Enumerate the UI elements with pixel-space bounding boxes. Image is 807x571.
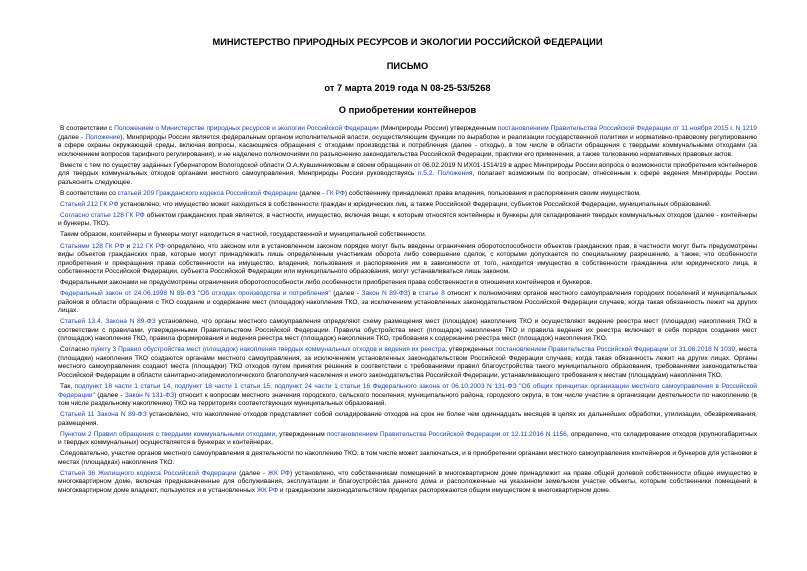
paragraph-text: и гражданским законодательством пределах распоряжаются общим имуществом в многоквартирном доме. [278, 486, 611, 494]
body-paragraph [58, 162, 757, 188]
body-paragraph [58, 431, 757, 448]
legal-reference-link[interactable]: подпункт 18 части 1 статьи 14, подпункт 18 части 1 статьи 15, подпункт 24 части 1 статьи 16 Федерального закона от 06.10.2003 N 131-ФЗ "Об общих принципах организации местного самоуправления в Российской Федерации" [58, 383, 757, 399]
legal-reference-link[interactable]: постановлением Правительства Российской Федерации от 12.11.2016 N 1156 [326, 430, 567, 438]
legal-reference-link[interactable]: ГК РФ [326, 189, 345, 197]
paragraph-text: (Минприроды России) утвержденным [378, 125, 498, 132]
paragraph-text: Федеральными законами не предусмотрены ограничения оборотоспособности либо особенности приобретения права собственности в отношении контейнеров и бункеров. [60, 279, 593, 287]
paragraph-text: относит к полномочиям органов местного самоуправления городских поселений и муниципальных районов в области обращения с ТКО создание и содержание мест (площадок) накопления ТКО, за исключением установленных законодательством Российской Федерации случаев, когда такая обязанность лежит на других лицах. [58, 290, 758, 315]
body-paragraph [58, 212, 757, 229]
paragraph-text: , полагает возможным по вопросам, отнесенным к сфере ведения Минприроды России разъяснить следующее. [58, 170, 757, 186]
paragraph-text: ) в [407, 290, 419, 298]
legal-reference-link[interactable]: Статьей 36 Жилищного кодекса Российской Федерации [60, 469, 237, 477]
legal-reference-link[interactable]: Положением о Министерстве природных ресурсов и экологии Российской Федерации [114, 125, 379, 132]
paragraph-text: , места (площадки) накопления ТКО создаются органами местного самоуправления, за исключением установленных законодательством Российской Федерации случаев, когда такая обязанность лежит на других лицах. Органы местного самоуправления создают места (площадки) ТКО отходов путем принятия решения в соответствии с требованиями правил благоустройства такого муниципального образования, требованиями законодательства Российской Федерации в области санитарно-эпидемиологического благополучия населения и иного законодательства Российской Федерации, устанавливающего требования к местам (площадкам) накопления ТКО. [58, 346, 757, 379]
legal-reference-link[interactable]: Федеральный закон от 24.06.1998 N 89-ФЗ "Об отходах производства и потребления" [60, 290, 331, 298]
paragraph-text: установлено, что накопление отходов представляет собой складирование отходов на срок не более чем одиннадцать месяцев в целях их дальнейших обработки, утилизации, обезвреживания, размещения. [58, 411, 757, 427]
document-type: ПИСЬМО [386, 61, 429, 71]
legal-reference-link[interactable]: Статьями 128 ГК РФ [60, 242, 125, 250]
body-paragraph [58, 190, 757, 199]
body-paragraph [58, 318, 757, 344]
paragraph-text: (далее - [297, 189, 327, 197]
paragraph-text: ), Минприроды России является федеральным органом исполнительной власти, осуществляющим функции по выработке и реализации государственной политики и нормативно-правовому регулированию в сфере охраны окружающей среды, включая вопросы, касающиеся обращения с отходами производства и потребления (далее - отходы), в том числе в области обращения с твердыми коммунальными отходами (за исключением вопросов тарифного регулирования), и не наделено полномочиями по разъяснению законодательства Российской Федерации, практики его применения, а также толкованию нормативных правовых актов. [58, 133, 757, 158]
legal-reference-link[interactable]: статье 8 [418, 290, 445, 298]
legal-reference-link[interactable]: Пунктом 2 Правил обращения с твердыми коммунальными отходами [60, 430, 276, 438]
legal-reference-link[interactable]: Согласно статье 128 ГК РФ [60, 211, 145, 219]
paragraph-text: определено, что законом или в установленном законом порядке могут быть введены ограничения оборотоспособности объектов гражданских прав, в частности могут быть предусмотрены виды объектов гражданских прав, которые могут принадлежать лишь определенным участникам оборота либо совершение сделок, с которыми допускается по специальному разрешению, а также, что особенности приобретения и прекращения права собственности на имущество, владения, пользования и распоряжения им в зависимости от того, находится имущество в собственности гражданина или юридического лица, в собственности Российской Федерации, субъекта Российской Федерации или муниципального образования, могут устанавливаться лишь законом. [58, 242, 757, 276]
legal-reference-link[interactable]: ЖК РФ [267, 469, 290, 477]
body-paragraph [58, 290, 757, 316]
document-body [58, 125, 757, 495]
legal-reference-link[interactable]: постановлением Правительства Российской Федерации от 11 ноября 2015 г. N 1219 [497, 125, 757, 132]
paragraph-text: ) собственнику принадлежат права владения, пользования и распоряжения своим имуществом. [344, 189, 641, 197]
legal-reference-link[interactable]: 212 ГК РФ [132, 242, 165, 250]
paragraph-text: (далее - [58, 133, 86, 141]
legal-reference-link[interactable]: Статьей 11 Закона N 89-ФЗ [60, 411, 147, 419]
paragraph-text: , определено, что складирование отходов (крупногабаритных и твердых коммунальных) осуществляется в бункерах и контейнерах. [58, 430, 758, 447]
body-paragraph [58, 411, 757, 428]
body-paragraph [58, 450, 757, 467]
paragraph-text: Так, [60, 383, 75, 391]
paragraph-text: установлено, что органы местного самоуправления определяют схему размещения мест (площадок) накопления ТКО и осуществляют ведение реестра мест (площадок) накопления ТКО в соответствии с правилами, утвержденными Правительством Российской Федерации. Правила обустройства мест (площадок) накопления ТКО и правила ведения их реестра включают в себя порядок создания мест (площадок) накопления ТКО, правила формирования и ведения реестра мест (площадок) накопления ТКО, требования к содержанию реестра мест (площадок) накопления ТКО. [58, 318, 757, 343]
paragraph-text: ) относит к вопросам местного значения городского, сельского поселения, муниципального района, городского округа, в том числе участие в организации деятельности по накоплению (в том числе раздельному накоплению) ТКО на территориях соответствующих муниципальных образований. [58, 391, 758, 408]
paragraph-text: , утвержденным [275, 430, 327, 438]
legal-reference-link[interactable]: п.5.2. Положения [417, 170, 473, 178]
legal-reference-link[interactable]: Статьей 13.4. Закона N 89-ФЗ [60, 318, 156, 326]
paragraph-text: установлено, что имущество может находиться в собственности граждан и юридических лиц, а также Российской Федерации, субъектов Российской Федерации, муниципальных образований. [118, 200, 712, 208]
body-paragraph [58, 279, 757, 288]
paragraph-text: В соответствии со [60, 189, 118, 197]
body-paragraph [58, 201, 757, 210]
body-paragraph [58, 243, 757, 277]
paragraph-text: Согласно [60, 346, 91, 354]
legal-reference-link[interactable]: Статьей 212 ГК РФ [60, 200, 119, 208]
legal-reference-link[interactable]: статьей 209 Гражданского кодекса Российской Федерации [117, 189, 298, 197]
body-paragraph [58, 470, 757, 496]
document-date-number: от 7 марта 2019 года N 08-25-53/5268 [324, 83, 491, 93]
legal-reference-link[interactable]: пункту 3 Правил обустройства мест (площадок) накопления твердых коммунальных отходов и ведения их реестра [90, 346, 446, 354]
paragraph-text: Вместе с тем по существу заданных Губернатором Вологодской области О.А.Кувшинниковым в своем обращении от 06.02.2019 N ИХ01-1514/19 в адрес Минприроды России вопроса о возможности приобретения контейнеров для твердых коммунальных отходов органами местного самоуправления, Минприроды России руководствуясь [58, 161, 757, 178]
paragraph-text: Таким образом, контейнеры и бункеры могут находиться в частной, государственной и муниципальной собственности. [60, 231, 427, 239]
paragraph-text: (далее - [330, 290, 362, 298]
legal-reference-link[interactable]: ЖК РФ [256, 486, 278, 494]
paragraph-text: (далее - [236, 469, 268, 477]
paragraph-text: В соответствии с [60, 125, 115, 132]
ministry-title: МИНИСТЕРСТВО ПРИРОДНЫХ РЕСУРСОВ И ЭКОЛОГИИ РОССИЙСКОЙ ФЕДЕРАЦИИ [212, 37, 603, 47]
legal-reference-link[interactable]: Закон N 89-ФЗ [361, 290, 408, 298]
body-paragraph [58, 383, 757, 409]
paragraph-text: объектом гражданских прав является, в частности, имущество, включая вещи, к которым относятся контейнеры и бункеры для складирования твердых коммунальных отходов (далее - контейнеры и бункеры, ТКО). [58, 211, 757, 228]
body-paragraph [58, 231, 757, 240]
document-subject: О приобретении контейнеров [338, 105, 477, 115]
body-paragraph [58, 346, 757, 380]
legal-reference-link[interactable]: постановлением Правительства Российской Федерации от 31.08.2018 N 1039 [495, 346, 736, 354]
body-paragraph [58, 125, 757, 159]
legal-reference-link[interactable]: Закон N 131-ФЗ [124, 391, 175, 399]
paragraph-text: и [124, 242, 133, 250]
paragraph-text: Следовательно, участие органов местного самоуправления в деятельности по накоплению ТКО, в том числе может заключаться, и в приобретении органами местного самоуправления контейнеров и бункеров для установки в местах (площадках) накопления ТКО. [58, 450, 757, 466]
paragraph-text: , утвержденных [445, 346, 496, 354]
paragraph-text: (далее - [94, 391, 125, 399]
paragraph-text: ) установлено, что собственникам помещений в многоквартирном доме принадлежит на праве общей долевой собственности общее имущество в многоквартирном доме, включая предназначенные для обслуживания, эксплуатации и благоустройства данного дома и расположенные на указанном земельном участке объекты, которым собственники помещений в многоквартирном доме владеют, пользуются и в установленных [58, 469, 758, 494]
legal-reference-link[interactable]: Положение [85, 133, 121, 141]
